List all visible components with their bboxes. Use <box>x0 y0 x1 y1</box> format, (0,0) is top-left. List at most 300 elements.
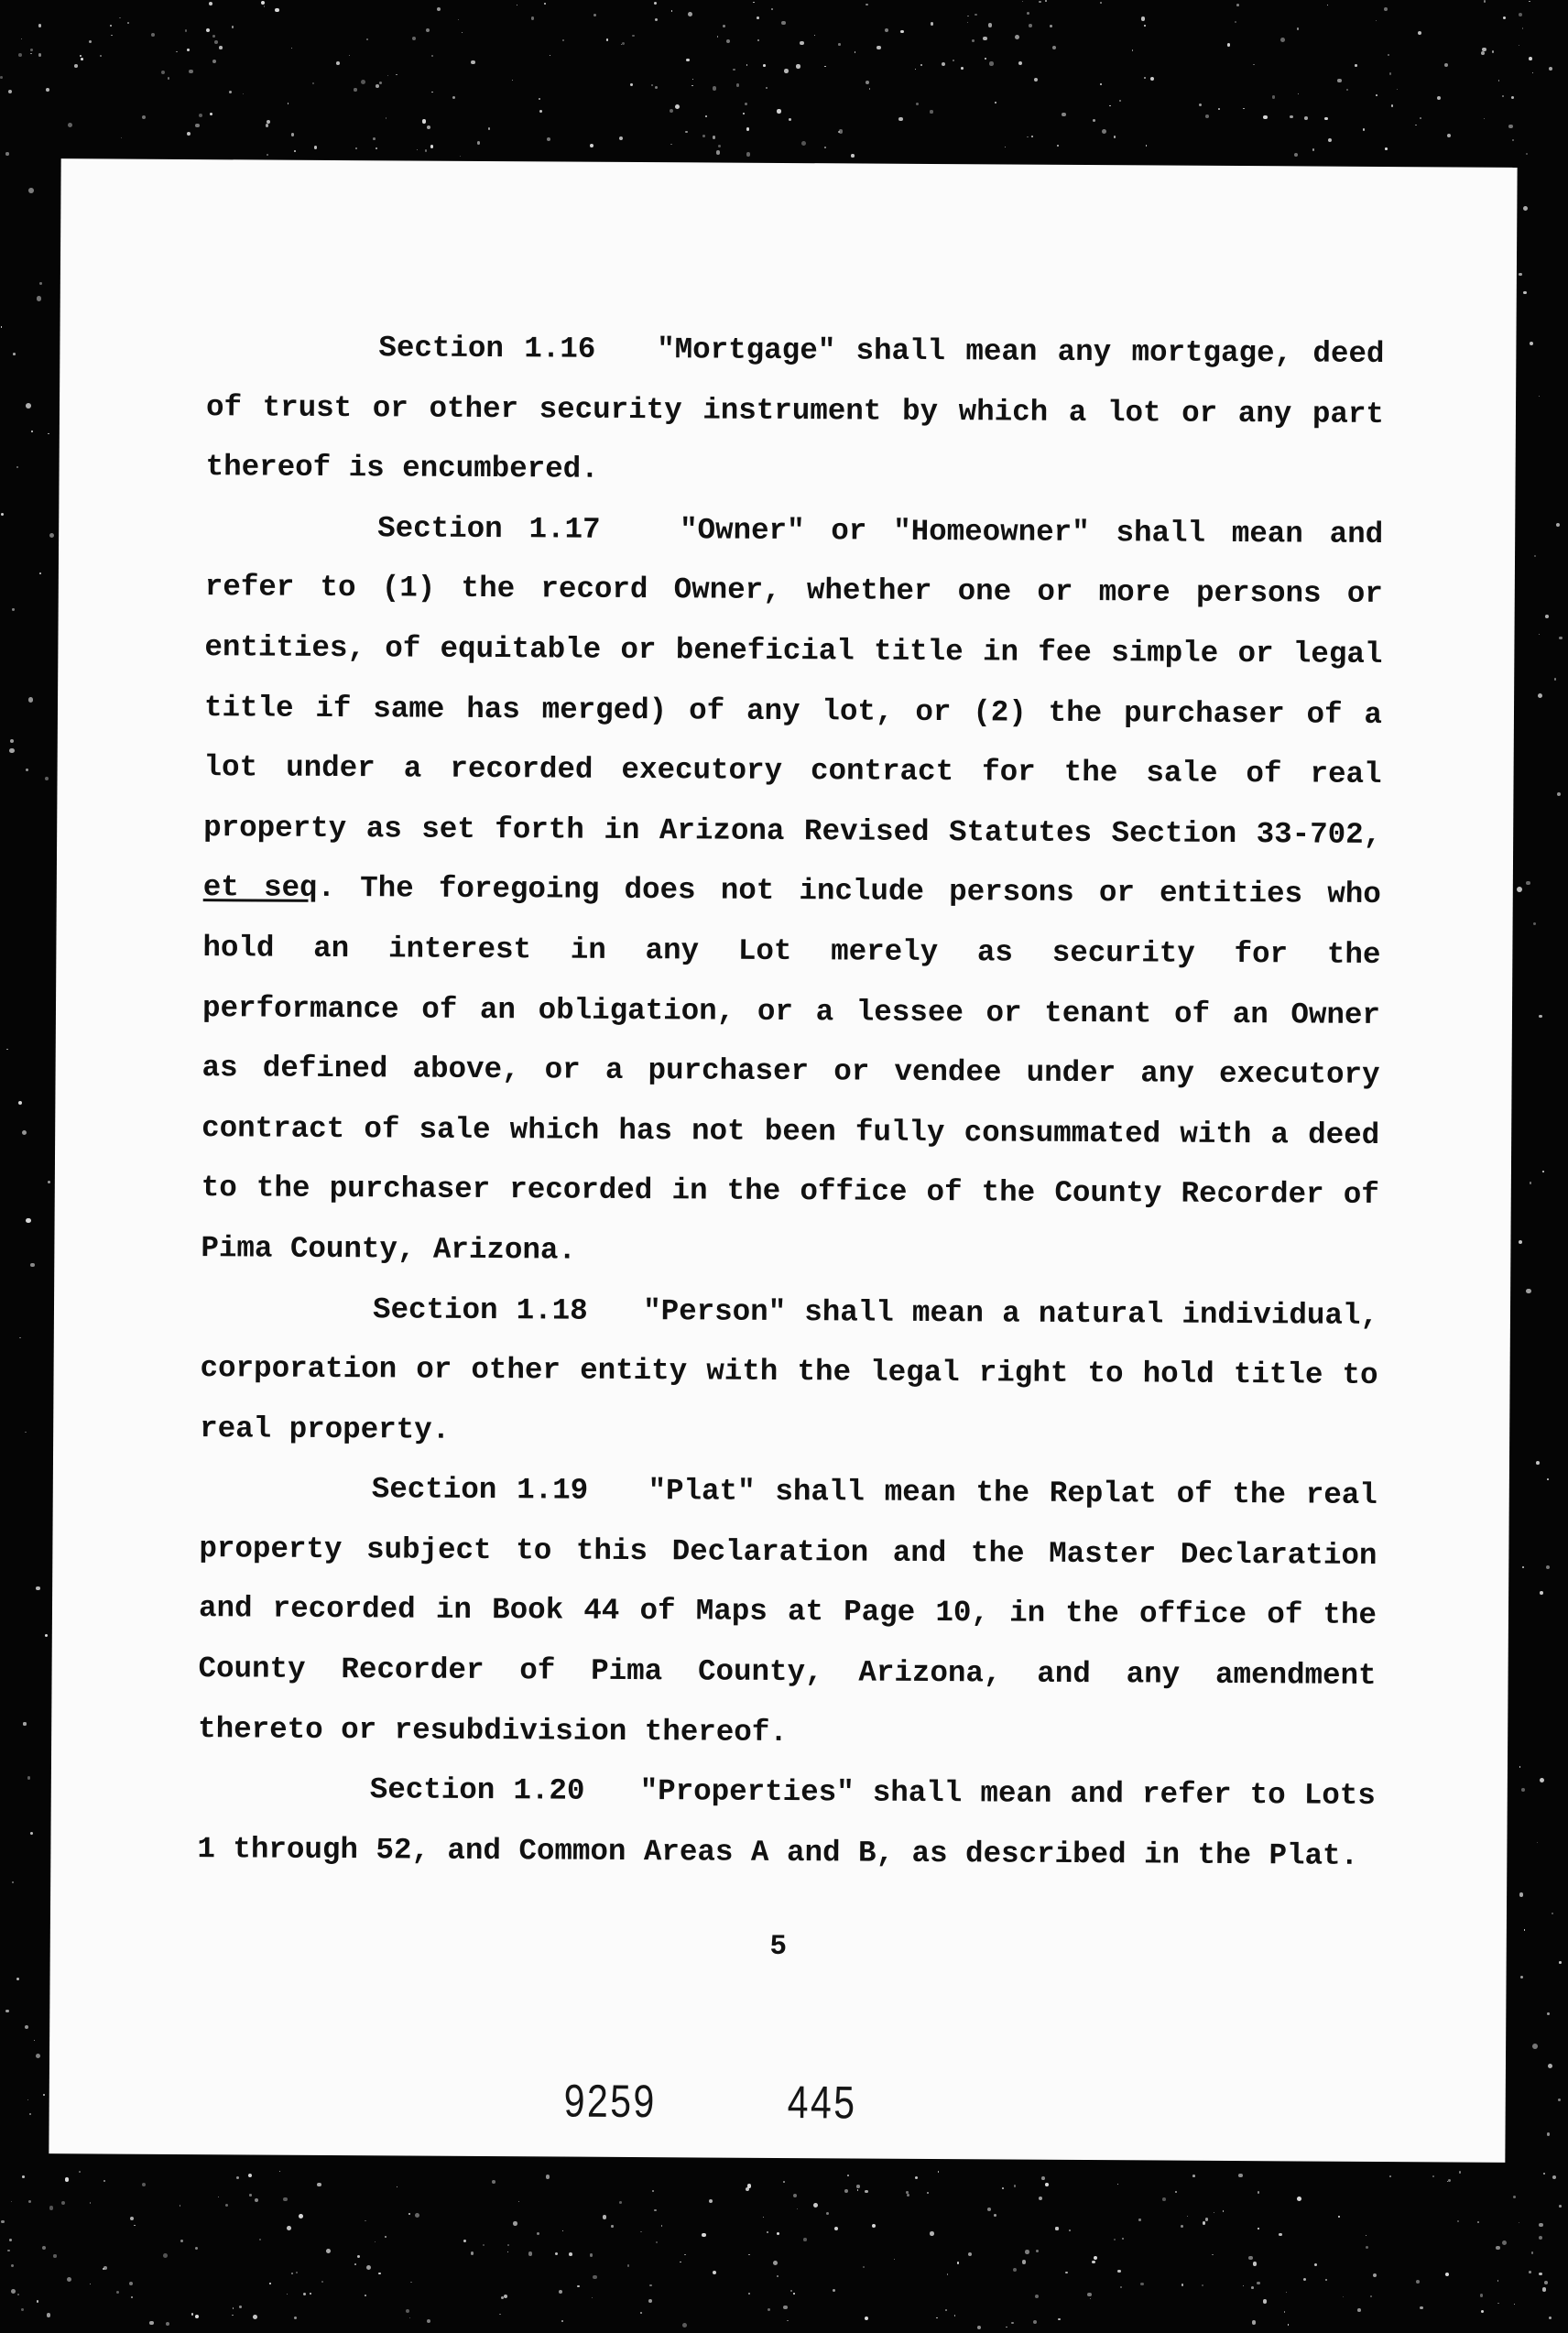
scan-speck <box>100 55 102 57</box>
scan-speck <box>726 39 730 43</box>
scan-speck <box>1376 94 1377 96</box>
scan-speck <box>1523 206 1528 211</box>
scan-speck <box>1513 2196 1516 2198</box>
scan-speck <box>26 1218 31 1224</box>
scan-speck <box>408 2213 410 2215</box>
scan-speck <box>191 2313 193 2315</box>
scan-speck <box>366 2265 371 2270</box>
scan-speck <box>590 144 593 147</box>
scan-speck <box>65 2177 70 2182</box>
scan-speck <box>1325 2279 1327 2281</box>
scan-speck <box>45 1634 48 1637</box>
scan-speck <box>577 2285 580 2288</box>
scan-speck <box>1457 2220 1460 2223</box>
scan-speck <box>317 2183 321 2186</box>
scan-speck <box>27 1776 30 1779</box>
scan-speck <box>787 2320 789 2322</box>
scan-speck <box>387 75 388 76</box>
scan-speck <box>1144 25 1146 27</box>
scan-speck <box>793 2293 795 2295</box>
scan-speck <box>898 117 903 122</box>
scan-speck <box>214 40 218 44</box>
scan-speck <box>1298 93 1299 94</box>
scan-speck <box>354 88 356 91</box>
scan-speck <box>1175 2191 1177 2193</box>
scan-speck <box>640 2231 642 2233</box>
scan-speck <box>1039 1 1041 4</box>
scan-speck <box>1389 72 1391 74</box>
scan-speck <box>27 2099 28 2100</box>
scan-speck <box>1065 2272 1068 2274</box>
scan-speck <box>13 353 16 355</box>
scan-speck <box>1529 57 1532 60</box>
scan-speck <box>684 2254 686 2256</box>
scan-speck <box>287 2294 288 2295</box>
scan-speck <box>336 61 340 65</box>
scan-speck <box>149 2321 153 2325</box>
scan-speck <box>1545 615 1549 618</box>
scan-speck <box>1294 153 1298 157</box>
scan-speck <box>189 70 193 74</box>
scan-speck <box>16 1978 19 1980</box>
scan-speck <box>713 2271 716 2274</box>
scan-speck <box>1058 2318 1060 2320</box>
scan-speck <box>409 2317 411 2319</box>
scan-speck <box>1 2220 5 2224</box>
scan-speck <box>1029 24 1032 27</box>
scan-speck <box>1397 89 1398 90</box>
scan-speck <box>688 12 692 16</box>
scan-speck <box>930 110 932 113</box>
scan-speck <box>1477 2221 1479 2223</box>
scan-speck <box>233 2307 234 2308</box>
scan-speck <box>10 739 14 743</box>
scan-speck <box>427 2319 430 2323</box>
scan-speck <box>733 69 735 71</box>
scan-speck <box>507 2251 508 2252</box>
scan-speck <box>28 2200 31 2203</box>
scan-speck <box>894 2259 895 2260</box>
scan-speck <box>21 38 22 39</box>
scan-speck <box>45 777 49 780</box>
scan-speck <box>1243 108 1244 109</box>
scan-speck <box>651 84 653 86</box>
scan-speck <box>17 2294 19 2295</box>
scan-speck <box>869 88 870 89</box>
scan-speck <box>267 154 269 157</box>
scan-speck <box>654 2 657 5</box>
scan-speck <box>5 152 8 155</box>
scan-speck <box>430 145 434 148</box>
scan-speck <box>291 133 294 136</box>
scan-speck <box>1552 2175 1556 2179</box>
scan-speck <box>42 2246 46 2250</box>
scan-speck <box>1280 38 1285 42</box>
scan-speck <box>46 88 49 92</box>
scan-speck <box>1559 637 1562 639</box>
scan-speck <box>1533 922 1537 926</box>
section-number: Section 1.16 <box>378 331 596 366</box>
scan-speck <box>1420 117 1421 119</box>
scan-speck <box>354 2263 356 2265</box>
scan-speck <box>1526 881 1530 885</box>
scan-speck <box>1366 2246 1368 2249</box>
scan-speck <box>1502 95 1504 97</box>
scan-speck <box>376 147 377 149</box>
scan-speck <box>294 2317 298 2320</box>
scan-speck <box>942 62 945 66</box>
scan-speck <box>415 2213 419 2218</box>
scan-speck <box>1031 136 1033 137</box>
scan-speck <box>212 35 215 38</box>
scan-speck <box>1437 96 1441 100</box>
scan-speck <box>18 1101 22 1105</box>
scan-speck <box>1542 2287 1547 2292</box>
scan-speck <box>18 53 22 57</box>
scan-speck <box>936 2317 937 2318</box>
scan-speck <box>619 2201 622 2204</box>
section-1-17-paragraph <box>201 497 1383 1286</box>
scan-speck <box>357 2255 360 2258</box>
scan-speck <box>373 137 376 140</box>
scan-speck <box>833 2289 836 2293</box>
scan-speck <box>777 109 780 113</box>
scan-speck <box>927 2192 929 2194</box>
scan-speck <box>386 117 387 118</box>
scan-speck <box>838 43 840 45</box>
scan-speck <box>1 326 2 327</box>
scan-speck <box>813 2203 818 2208</box>
scan-speck <box>425 149 428 152</box>
scan-speck <box>1027 12 1029 15</box>
scan-speck <box>1062 113 1066 117</box>
scan-speck <box>547 137 550 141</box>
scan-speck <box>471 60 475 65</box>
scan-speck <box>539 110 542 113</box>
scan-speck <box>8 90 12 93</box>
scan-speck <box>777 2275 779 2277</box>
scan-speck <box>824 66 825 67</box>
scan-speck <box>1520 1976 1523 1979</box>
scan-speck <box>748 2293 750 2295</box>
scan-speck <box>187 49 190 51</box>
scan-speck <box>872 2224 876 2228</box>
section-text: "Mortgage" shall mean any mortgage, deed of trust or other security instrument by which a lot or any part thereof is encumbered. <box>205 333 1385 486</box>
scan-speck <box>261 1 265 5</box>
scan-speck <box>763 2217 764 2218</box>
scan-speck <box>1523 291 1526 294</box>
scan-speck <box>26 403 31 409</box>
scan-speck <box>746 127 749 130</box>
scan-speck <box>1041 2176 1045 2180</box>
scan-speck <box>6 1049 8 1051</box>
scan-speck <box>1549 67 1553 71</box>
scan-speck <box>299 2214 303 2219</box>
scan-speck <box>537 2232 539 2235</box>
scan-speck <box>12 608 14 610</box>
scan-speck <box>546 2175 550 2179</box>
scan-speck <box>656 2241 659 2244</box>
scan-speck <box>1303 2278 1307 2282</box>
scan-speck <box>1146 145 1147 146</box>
scan-speck <box>1519 1892 1523 1896</box>
scan-speck <box>1540 1591 1543 1595</box>
scan-speck <box>1502 2240 1507 2245</box>
scan-speck <box>437 7 441 11</box>
scan-speck <box>19 1337 21 1339</box>
scan-speck <box>562 39 564 41</box>
scan-speck <box>460 156 461 157</box>
scan-speck <box>649 2284 652 2287</box>
scan-speck <box>1536 1461 1540 1465</box>
scan-speck <box>1366 2235 1367 2236</box>
scan-speck <box>29 2113 31 2115</box>
scan-speck <box>691 85 692 86</box>
scan-speck <box>1519 1240 1522 1244</box>
scan-speck <box>477 141 480 144</box>
scan-speck <box>675 104 680 109</box>
scan-speck <box>195 2247 198 2250</box>
scan-speck <box>1181 2225 1184 2229</box>
scan-speck <box>877 46 880 49</box>
scan-speck <box>1069 2229 1071 2231</box>
scan-speck <box>945 2309 947 2311</box>
scan-speck <box>361 80 365 84</box>
scan-speck <box>866 4 867 5</box>
scan-speck <box>975 14 977 16</box>
scan-speck <box>22 1130 27 1135</box>
scan-speck <box>80 55 82 57</box>
scan-speck <box>1002 2187 1004 2189</box>
scan-speck <box>1546 1565 1551 1570</box>
scan-speck <box>1556 523 1560 527</box>
scan-speck <box>1324 117 1327 120</box>
scan-speck <box>326 2249 331 2253</box>
scan-speck <box>994 2214 996 2217</box>
scan-speck <box>1526 1289 1530 1293</box>
scan-speck <box>267 120 270 124</box>
scan-speck <box>1355 64 1357 67</box>
scan-speck <box>907 2194 909 2197</box>
scan-speck <box>1547 2012 1550 2015</box>
scan-speck <box>1521 1788 1525 1792</box>
scan-speck <box>1248 2256 1253 2261</box>
section-text: "Person" shall mean a natural individual, corporation or other entity with the legal right to hold title to real property. <box>200 1293 1379 1447</box>
scan-speck <box>745 103 747 105</box>
scan-speck <box>1538 693 1542 698</box>
scan-speck <box>264 5 265 6</box>
scan-speck <box>784 69 789 73</box>
scan-speck <box>110 25 111 26</box>
scan-speck <box>187 132 191 136</box>
scan-speck <box>1235 21 1236 23</box>
scan-speck <box>462 32 463 33</box>
scan-speck <box>1337 79 1341 82</box>
scan-speck <box>1119 100 1121 102</box>
scan-speck <box>1252 2320 1256 2324</box>
scan-speck <box>1120 2286 1122 2288</box>
scan-speck <box>1539 2223 1543 2228</box>
scan-speck <box>1039 2197 1042 2200</box>
scan-speck <box>1448 2179 1451 2182</box>
scan-speck <box>291 48 292 49</box>
scan-speck <box>1484 118 1485 119</box>
scan-speck <box>1150 77 1155 82</box>
scan-speck <box>1519 1766 1521 1768</box>
scan-speck <box>255 2198 258 2202</box>
scan-speck <box>507 2244 509 2246</box>
scan-speck <box>11 2264 14 2267</box>
scan-speck <box>210 113 212 115</box>
scan-speck <box>168 77 170 80</box>
scan-speck <box>748 2254 749 2255</box>
scan-speck <box>648 2299 652 2303</box>
scan-speck <box>30 49 33 51</box>
scan-speck <box>1444 63 1448 67</box>
scan-speck <box>16 466 18 468</box>
scan-speck <box>36 2054 40 2058</box>
document-body <box>197 317 1384 1886</box>
scan-speck <box>1544 2281 1548 2284</box>
scan-speck <box>1539 2236 1542 2240</box>
scan-speck <box>655 18 658 21</box>
scan-speck <box>1102 129 1106 134</box>
scan-speck <box>378 2273 381 2275</box>
scan-speck <box>709 2199 713 2203</box>
document-page <box>49 158 1517 2163</box>
scan-speck <box>279 2171 280 2172</box>
scan-speck <box>0 76 3 79</box>
scan-speck <box>1420 2306 1422 2309</box>
scan-speck <box>314 146 317 148</box>
scan-speck <box>294 150 296 152</box>
scan-speck <box>1512 139 1514 141</box>
scan-speck <box>528 2251 533 2256</box>
scan-speck <box>43 2094 45 2096</box>
scan-speck <box>37 2300 38 2302</box>
scan-speck <box>38 24 42 27</box>
scan-speck <box>1558 2099 1561 2101</box>
scan-speck <box>1227 43 1231 47</box>
scan-speck <box>28 188 34 193</box>
scan-speck <box>1290 115 1292 118</box>
section-1-19-paragraph <box>198 1458 1377 1766</box>
scan-speck <box>746 2187 749 2191</box>
scan-speck <box>814 35 815 36</box>
scan-speck <box>1508 125 1513 129</box>
scan-speck <box>303 2293 306 2295</box>
scan-speck <box>987 2208 991 2211</box>
section-number: Section 1.18 <box>372 1292 588 1328</box>
scan-speck <box>21 2308 24 2311</box>
scan-speck <box>1547 2132 1551 2136</box>
scan-speck <box>1253 2262 1257 2265</box>
scan-speck <box>142 115 146 119</box>
scan-speck <box>1100 83 1101 84</box>
scan-speck <box>248 2174 252 2177</box>
scan-speck <box>1257 2282 1260 2285</box>
scan-speck <box>559 2290 562 2294</box>
scan-speck <box>25 2025 28 2029</box>
scan-speck <box>206 28 210 32</box>
scan-speck <box>736 83 740 87</box>
scan-speck <box>630 83 632 85</box>
scan-speck <box>243 93 244 94</box>
scan-speck <box>1272 95 1275 98</box>
scan-speck <box>39 282 41 284</box>
scan-speck <box>1092 2261 1094 2263</box>
scan-speck <box>1006 2327 1007 2328</box>
scan-speck <box>365 2295 366 2296</box>
scan-speck <box>569 2252 572 2256</box>
scan-speck <box>236 2176 239 2179</box>
scan-speck <box>512 80 513 81</box>
scan-speck <box>90 2202 92 2204</box>
scan-speck <box>768 2308 770 2311</box>
scan-speck <box>1035 2295 1039 2298</box>
scan-speck <box>1496 2246 1499 2250</box>
scan-speck <box>783 2181 785 2183</box>
scan-speck <box>142 2183 146 2186</box>
scan-speck <box>900 30 904 34</box>
scan-speck <box>1203 2221 1206 2225</box>
scan-speck <box>38 53 41 56</box>
scan-speck <box>127 22 129 24</box>
scan-speck <box>232 26 234 27</box>
scan-speck <box>61 2201 65 2205</box>
scan-speck <box>1033 2320 1037 2324</box>
scan-speck <box>723 25 725 27</box>
scan-speck <box>652 2190 654 2192</box>
scan-speck <box>1524 1929 1526 1931</box>
scan-speck <box>134 2225 136 2227</box>
section-text-continued: . The foregoing does not include persons or entities who hold an interest in any Lot merely as security for the performance of an obligation, or a lessee or tenant of an Owner as defined above, or a purchaser or vendee under any executory contract of sale which has not been fully consummated with a deed to the purchaser recorded in the office of the County Recorder of Pima County, Arizona. <box>201 871 1381 1268</box>
scan-speck <box>1484 0 1486 2</box>
scan-speck <box>239 2306 242 2308</box>
scan-speck <box>1243 2285 1244 2286</box>
scan-speck <box>562 2230 563 2231</box>
scan-speck <box>266 124 268 126</box>
scan-speck <box>766 87 767 88</box>
scan-speck <box>1540 1778 1544 1782</box>
scan-speck <box>771 8 773 10</box>
scan-speck <box>48 1181 50 1183</box>
scan-speck <box>781 21 786 26</box>
scan-speck <box>1389 2175 1391 2177</box>
scan-speck <box>1100 2 1102 4</box>
scan-speck <box>312 82 314 84</box>
scan-speck <box>661 2225 662 2226</box>
scan-speck <box>746 64 747 65</box>
scan-speck <box>74 64 78 68</box>
scan-speck <box>1236 4 1239 6</box>
scan-speck <box>431 55 433 57</box>
scan-speck <box>1015 35 1019 39</box>
scan-speck <box>906 2191 909 2194</box>
scan-speck <box>121 137 122 138</box>
scan-speck <box>746 152 751 157</box>
scan-speck <box>801 141 806 146</box>
scan-speck <box>37 296 42 301</box>
scan-speck <box>797 2208 798 2209</box>
scan-speck <box>499 2314 501 2316</box>
scan-speck <box>1416 2280 1420 2284</box>
scan-speck <box>379 82 382 84</box>
scan-speck <box>396 74 397 75</box>
scan-speck <box>259 2239 261 2240</box>
scan-speck <box>103 2180 105 2182</box>
scan-speck <box>622 42 625 45</box>
